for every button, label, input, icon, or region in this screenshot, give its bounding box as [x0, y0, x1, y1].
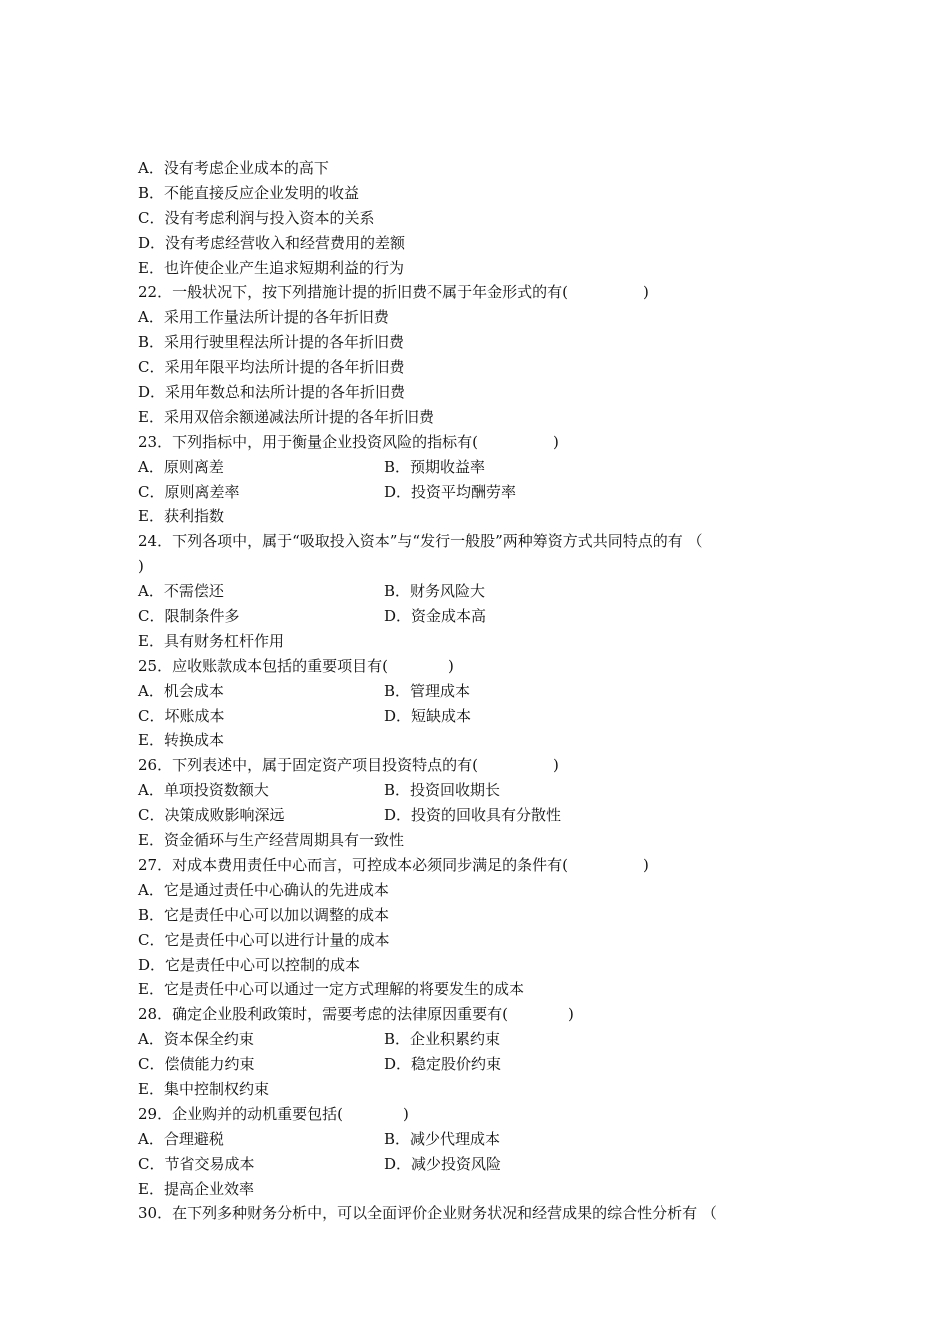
option-row: [138, 1127, 828, 1152]
option-line: A．它是通过责任中心确认的先进成本: [138, 880, 389, 899]
option-text: C．偿债能力约束: [138, 1055, 255, 1074]
option-row: [138, 679, 828, 704]
option-row: [138, 1027, 828, 1052]
option-text: C．决策成败影响深远: [138, 806, 285, 825]
option-line: ): [138, 557, 144, 576]
question-line: 29．企业购并的动机重要包括( ): [138, 1104, 409, 1123]
option-line: E．也许使企业产生追求短期利益的行为: [138, 258, 404, 277]
option-row: [138, 1152, 828, 1177]
option-text: C．限制条件多: [138, 607, 240, 626]
question-line: 23．下列指标中，用于衡量企业投资风险的指标有( ): [138, 432, 559, 451]
option-row: [138, 455, 828, 480]
option-text: A．原则离差: [138, 457, 224, 476]
option-text: D．减少投资风险: [384, 1154, 502, 1173]
question-line: 25．应收账款成本包括的重要项目有( ): [138, 656, 454, 675]
question-line: 22．一般状况下，按下列措施计提的折旧费不属于年金形式的有( ): [138, 283, 649, 302]
option-line: E．提高企业效率: [138, 1179, 254, 1198]
option-line: E．转换成本: [138, 731, 224, 750]
option-line: D．它是责任中心可以控制的成本: [138, 955, 361, 974]
option-text: A．单项投资数额大: [138, 781, 269, 800]
option-line: D．采用年数总和法所计提的各年折旧费: [138, 383, 406, 402]
option-text: B．企业积累约束: [384, 1030, 501, 1049]
option-line: E．采用双倍余额递减法所计提的各年折旧费: [138, 407, 434, 426]
option-row: [138, 704, 828, 729]
option-line: A．采用工作量法所计提的各年折旧费: [138, 308, 389, 327]
option-line: C．它是责任中心可以进行计量的成本: [138, 930, 390, 949]
option-text: C．原则离差率: [138, 482, 240, 501]
option-line: E．集中控制权约束: [138, 1079, 269, 1098]
option-row: [138, 604, 828, 629]
option-line: A．没有考虑企业成本的高下: [138, 159, 329, 177]
question-list: [138, 156, 828, 1226]
question-line: 28．确定企业股利政策时，需要考虑的法律原因重要有( ): [138, 1005, 574, 1024]
option-text: A．合理避税: [138, 1129, 224, 1148]
option-text: B．预期收益率: [384, 457, 486, 476]
option-text: D．投资平均酬劳率: [384, 482, 517, 501]
option-line: C．没有考虑利润与投入资本的关系: [138, 208, 375, 227]
question-line: 27．对成本费用责任中心而言，可控成本必须同步满足的条件有( ): [138, 855, 649, 874]
option-line: B．它是责任中心可以加以调整的成本: [138, 905, 390, 924]
option-text: D．短缺成本: [384, 706, 472, 725]
option-text: D．资金成本高: [384, 607, 487, 626]
question-line: 24．下列各项中，属于“吸取投入资本”与“发行一般股”两种筹资方式共同特点的有 （: [138, 532, 703, 551]
option-text: B．投资回收期长: [384, 781, 501, 800]
option-text: C．坏账成本: [138, 706, 225, 725]
option-line: B．不能直接反应企业发明的收益: [138, 183, 360, 202]
option-row: [138, 579, 828, 604]
option-line: E．资金循环与生产经营周期具有一致性: [138, 831, 404, 850]
option-line: E．它是责任中心可以通过一定方式理解的将要发生的成本: [138, 980, 524, 999]
option-line: B．采用行驶里程法所计提的各年折旧费: [138, 333, 405, 352]
option-text: B．管理成本: [384, 681, 471, 700]
option-line: C．采用年限平均法所计提的各年折旧费: [138, 358, 405, 377]
option-row: [138, 778, 828, 803]
option-text: B．财务风险大: [384, 582, 486, 601]
option-text: B．减少代理成本: [384, 1129, 501, 1148]
option-text: D．投资的回收具有分散性: [384, 806, 562, 825]
option-text: A．不需偿还: [138, 582, 224, 601]
option-row: [138, 480, 828, 505]
option-line: E．获利指数: [138, 507, 224, 526]
option-text: A．机会成本: [138, 681, 224, 700]
question-line: 26．下列表述中，属于固定资产项目投资特点的有( ): [138, 756, 559, 775]
option-text: C．节省交易成本: [138, 1154, 255, 1173]
question-line: 30．在下列多种财务分析中，可以全面评价企业财务状况和经营成果的综合性分析有 （: [138, 1204, 717, 1223]
option-text: D．稳定股价约束: [384, 1055, 502, 1074]
option-line: D．没有考虑经营收入和经营费用的差额: [138, 233, 406, 252]
option-row: [138, 1052, 828, 1077]
option-row: [138, 803, 828, 828]
option-text: A．资本保全约束: [138, 1030, 254, 1049]
option-line: E．具有财务杠杆作用: [138, 631, 284, 650]
